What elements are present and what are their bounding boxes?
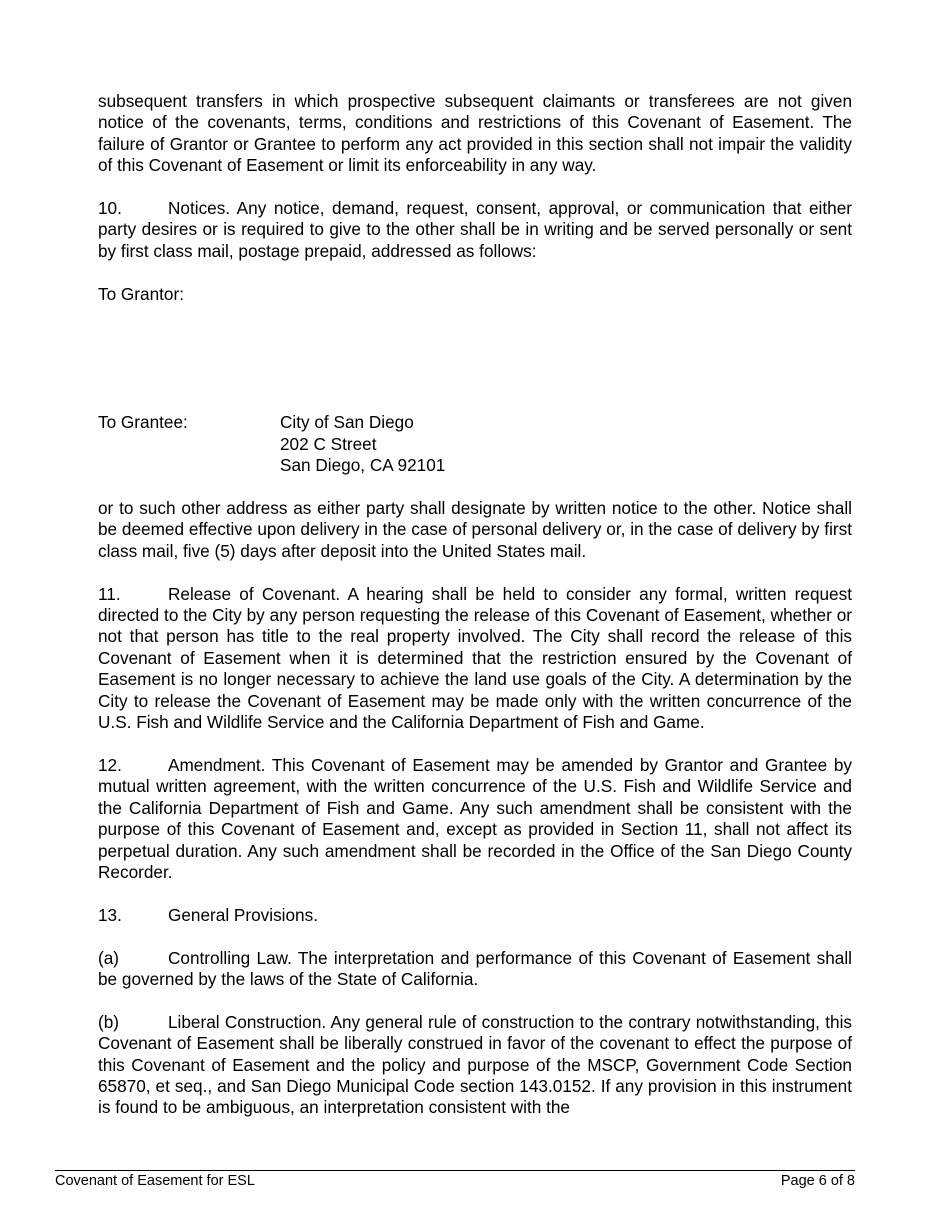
- grantee-address: [280, 412, 445, 476]
- to-grantor-label: To Grantor:: [98, 283, 184, 304]
- section-number: 11.: [98, 583, 121, 604]
- section-13-general-provisions: [98, 905, 852, 926]
- section-text: Controlling Law. The interpretation and performance of this Covenant of Easement shall be governed by the laws of the State of California.: [98, 947, 852, 989]
- page-footer: [55, 1170, 855, 1190]
- section-number: 10.: [98, 198, 122, 219]
- section-13b-liberal-construction: [98, 1012, 852, 1119]
- grantor-address-blank: [98, 326, 852, 412]
- section-13a-controlling-law: [98, 948, 852, 991]
- grantee-address-line-1: City of San Diego: [280, 412, 414, 433]
- grantee-address-line-2: 202 C Street: [280, 433, 377, 454]
- section-number: (a): [98, 947, 120, 968]
- section-text: Liberal Construction. Any general rule of construction to the contrary notwithstanding, this Covenant of Easement shall be liberally construed in favor of the covenant to effect the purpose of this Covenant of Easement and the policy and purpose of the MSCP, Government Code Section 65870, et seq., and San Diego Municipal Code section 143.0152. If any provision in this instrument is found to be ambiguous, an interpretation consistent with the: [98, 1011, 852, 1118]
- section-11-release: [98, 584, 852, 734]
- section-text: Notices. Any notice, demand, request, consent, approval, or communication that either party desires or is required to give to the other shall be in writing and be served personally or sent by first class mail, postage prepaid, addressed as follows:: [98, 198, 852, 261]
- section-12-amendment: [98, 755, 852, 883]
- grantee-address-line-3: San Diego, CA 92101: [280, 455, 446, 476]
- to-grantor-block: [98, 284, 852, 305]
- footer-page-number: Page 6 of 8: [780, 1173, 855, 1189]
- paragraph-address-notice: or to such other address as either party shall designate by written notice to the other. Notice shall be deemed effective upon delivery in the case of personal delivery or, in the case of delivery by first class mail, five (5) days after deposit into the United States mail.: [98, 498, 852, 561]
- section-number: 12.: [98, 754, 122, 775]
- to-grantee-label: To Grantee:: [98, 412, 188, 433]
- section-text: Amendment. This Covenant of Easement may be amended by Grantor and Grantee by mutual written agreement, with the written concurrence of the U.S. Fish and Wildlife Service and the California Department of Fish and Game. Any such amendment shall be consistent with the purpose of this Covenant of Easement and, except as provided in Section 11, shall not affect its perpetual duration. Any such amendment shall be recorded in the Office of the San Diego County Recorder.: [98, 754, 852, 882]
- footer-document-title: Covenant of Easement for ESL: [55, 1173, 255, 1189]
- section-number: (b): [98, 1011, 120, 1032]
- to-grantee-block: [98, 412, 852, 476]
- section-text: General Provisions.: [168, 904, 318, 925]
- paragraph-continuation: subsequent transfers in which prospective subsequent claimants or transferees are not given notice of the covenants, terms, conditions and restrictions of this Covenant of Easement. The failure of Grantor or Grantee to perform any act provided in this section shall not impair the validity of this Covenant of Easement or limit its enforceability in any way.: [98, 91, 852, 176]
- section-text: Release of Covenant. A hearing shall be held to consider any formal, written request directed to the City by any person requesting the release of this Covenant of Easement, whether or not that person has title to the real property involved. The City shall record the release of this Covenant of Easement when it is determined that the restriction ensured by the Covenant of Easement is no longer necessary to achieve the land use goals of the City. A determination by the City to release the Covenant of Easement may be made only with the written concurrence of the U.S. Fish and Wildlife Service and the California Department of Fish and Game.: [98, 583, 852, 733]
- document-body: [98, 91, 852, 1119]
- section-number: 13.: [98, 904, 122, 925]
- section-10-notices: [98, 198, 852, 262]
